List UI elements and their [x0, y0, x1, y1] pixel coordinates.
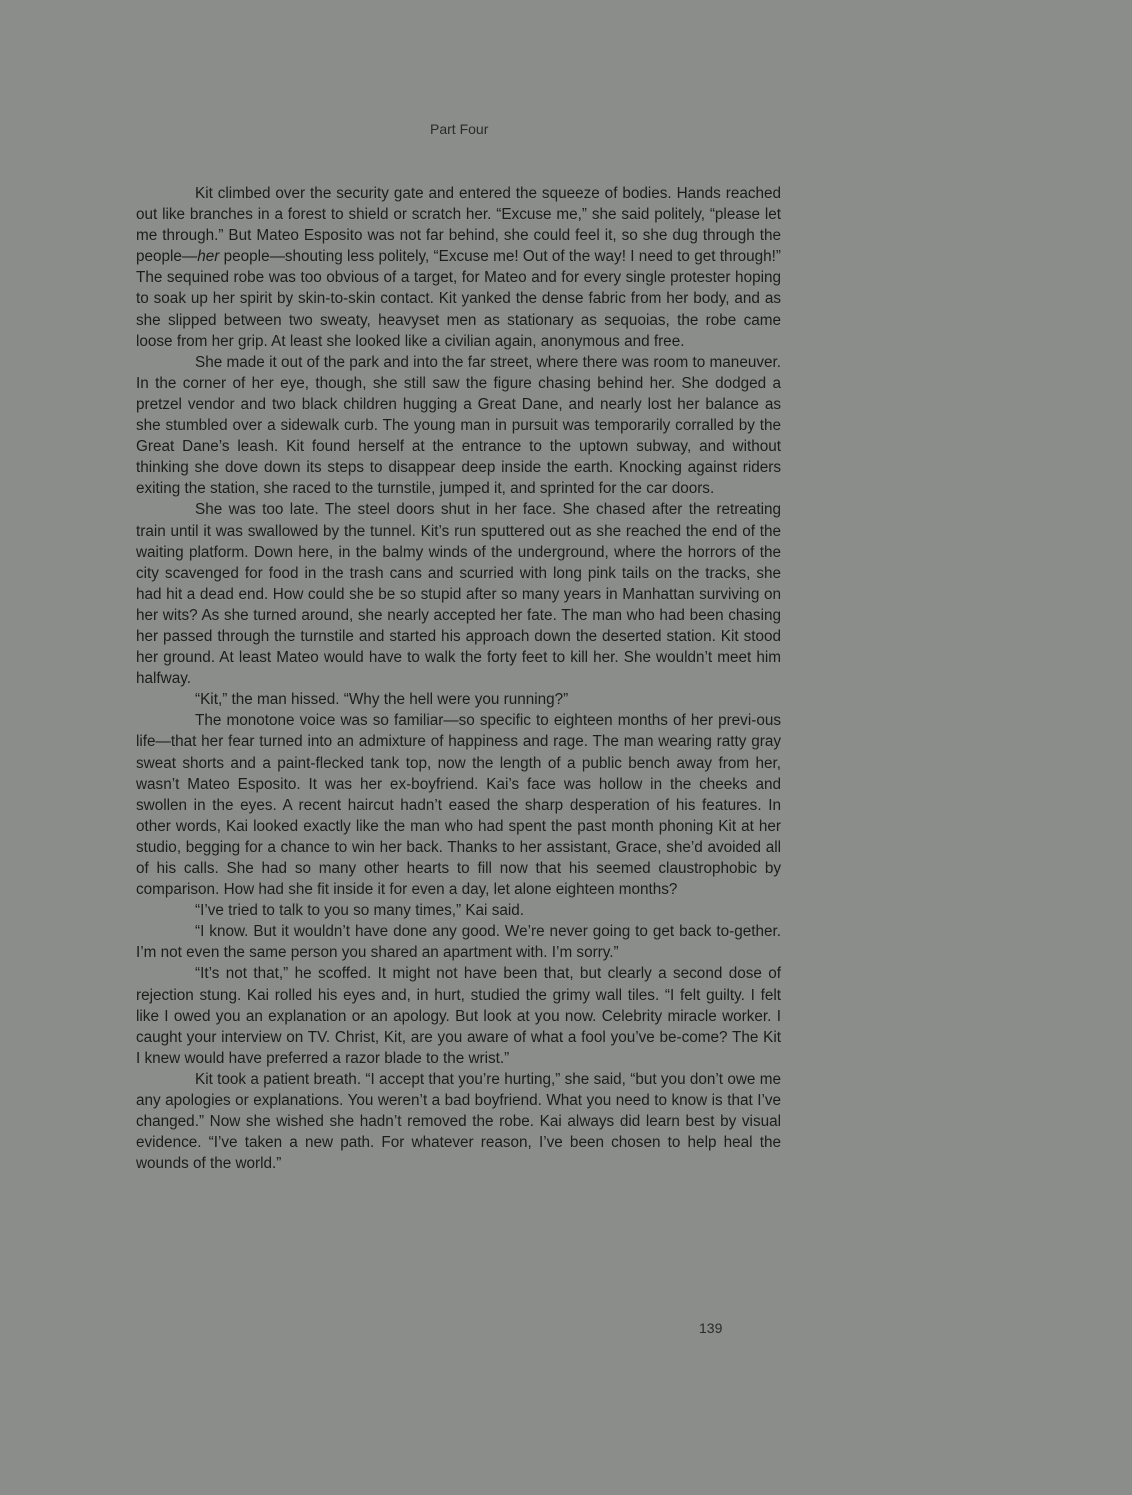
- paragraph: Kit took a patient breath. “I accept that you’re hurting,” she said, “but you don’t owe me any apologies or explanations. You weren’t a bad boyfriend. What you need to know is that I’ve changed.” Now she wished she hadn’t removed the robe. Kai always did learn best by visual evidence. “I’ve taken a new path. For whatever reason, I’ve been chosen to help heal the wounds of the world.”: [136, 1070, 781, 1173]
- page-number: 139: [699, 1320, 723, 1336]
- paragraph: “It’s not that,” he scoffed. It might not have been that, but clearly a second dose of rejection stung. Kai rolled his eyes and, in hurt, studied the grimy wall tiles. “I felt guilty. I felt like I owed you an explanation or an apology. But look at you now. Celebrity miracle worker. I caught your interview on TV. Christ, Kit, are you aware of what a fool you’ve be-come? The Kit I knew would have preferred a razor blade to the wrist.”: [136, 965, 781, 1067]
- body-text: [136, 183, 781, 1174]
- emphasis: her: [197, 248, 220, 266]
- paragraph: She was too late. The steel doors shut in her face. She chased after the retreating train until it was swallowed by the tunnel. Kit’s run sputtered out as she reached the end of the waiting platform. Down here, in the balmy winds of the underground, where the horrors of the city scavenged for food in the trash cans and scurried with long pink tails on the tracks, she had hit a dead end. How could she be so stupid after so many years in Manhattan surviving on her wits? As she turned around, she nearly accepted her fate. The man who had been chasing her passed through the turnstile and started his approach down the deserted station. Kit stood her ground. At least Mateo would have to walk the forty feet to kill her. She wouldn’t meet him halfway.: [136, 501, 781, 688]
- paragraph: “Kit,” the man hissed. “Why the hell were you running?”: [195, 691, 569, 709]
- paragraph: “I’ve tried to talk to you so many times,” Kai said.: [195, 902, 525, 920]
- paragraph: Kit climbed over the security gate and entered the squeeze of bodies. Hands reached out like branches in a forest to shield or scratch her. “Excuse me,” she said politely, “please let me through.” But Mateo Esposito was not far behind, she could feel it, so she dug through the people—her people—shouting less politely, “Excuse me! Out of the way! I need to get through!” The sequined robe was too obvious of a target, for Mateo and for every single protester hoping to soak up her spirit by skin-to-skin contact. Kit yanked the dense fabric from her body, and as she slipped between two sweaty, heavyset men as stationary as sequoias, the robe came loose from her grip. At least she looked like a civilian again, anonymous and free.: [136, 185, 781, 350]
- paragraph: “I know. But it wouldn’t have done any good. We’re never going to get back to-gether. I’m not even the same person you shared an apartment with. I’m sorry.”: [136, 923, 781, 962]
- paragraph: She made it out of the park and into the far street, where there was room to maneuver. In the corner of her eye, though, she still saw the figure chasing behind her. She dodged a pretzel vendor and two black children hugging a Great Dane, and nearly lost her balance as she stumbled over a sidewalk curb. The young man in pursuit was temporarily corralled by the Great Dane’s leash. Kit found herself at the entrance to the uptown subway, and without thinking she dove down its steps to disappear deep inside the earth. Knocking against riders exiting the station, she raced to the turnstile, jumped it, and sprinted for the car doors.: [136, 353, 781, 498]
- running-head: Part Four: [430, 121, 489, 137]
- paragraph: The monotone voice was so familiar—so specific to eighteen months of her previ-ous life—that her fear turned into an admixture of happiness and rage. The man wearing ratty gray sweat shorts and a paint-flecked tank top, now the length of a public bench away from her, wasn’t Mateo Esposito. It was her ex-boyfriend. Kai’s face was hollow in the cheeks and swollen in the eyes. A recent haircut hadn’t eased the sharp desperation of his features. In other words, Kai looked exactly like the man who had spent the past month phoning Kit at her studio, begging for a chance to win her back. Thanks to her assistant, Grace, she’d avoided all of his calls. She had so many other hearts to fill now that his seemed claustrophobic by comparison. How had she fit inside it for even a day, let alone eighteen months?: [136, 712, 781, 899]
